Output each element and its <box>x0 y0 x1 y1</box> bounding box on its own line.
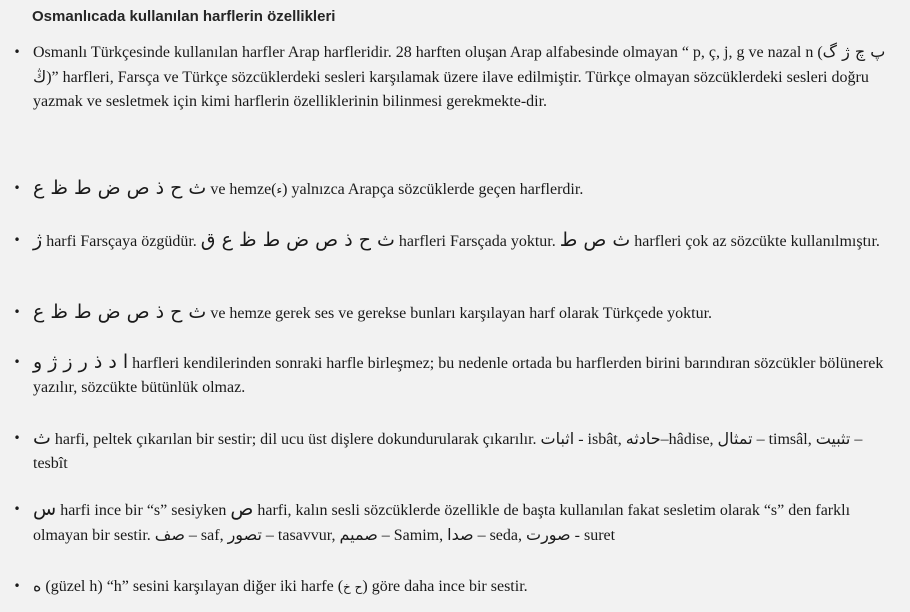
arabic-letters: ث ح ذ ص ض ط ظ ع <box>33 301 207 323</box>
bullet-marker: • <box>13 579 21 593</box>
bullet-text <box>33 426 888 476</box>
bullet-marker: • <box>13 431 21 445</box>
text-segment: ) yalnızca Arapça sözcüklerde geçen harflerdir. <box>282 181 584 198</box>
text-segment: –hâdise, <box>660 431 718 448</box>
text-segment: – Samim, <box>377 527 448 544</box>
bullet-text <box>33 497 888 548</box>
bullet-marker: • <box>13 181 21 195</box>
arabic-letters: ء <box>276 183 283 197</box>
bullet-item-2 <box>8 176 888 202</box>
arabic-word: صميم <box>339 525 378 544</box>
bullet-item-7 <box>8 497 888 548</box>
arabic-letters: س <box>33 498 57 520</box>
bullet-item-8 <box>8 574 888 599</box>
text-segment: harfi, kalın sesli sözcüklerde özellikle de başta kullanılan fakat sesletim olarak “s” den farklı olmayan bir sestir. <box>33 502 851 544</box>
arabic-letters: ث ح ذ ص ض ط ظ ع ق <box>200 229 395 251</box>
arabic-word: صورت <box>526 525 571 544</box>
text-segment: - suret <box>570 527 616 544</box>
bullet-text <box>33 350 888 400</box>
bullet-marker: • <box>13 233 21 247</box>
text-segment: - isbât, <box>574 431 626 448</box>
arabic-letters: ث ص ط <box>559 229 631 251</box>
arabic-letters: ه <box>33 576 42 595</box>
arabic-letters: ژ <box>33 229 43 251</box>
bullet-text <box>33 228 888 254</box>
text-segment: harfi ince bir “s” sesiyken <box>56 502 231 519</box>
arabic-letters: ث ح ذ ص ض ط ظ ع <box>33 177 207 199</box>
text-segment: – seda, <box>473 527 526 544</box>
arabic-word: تمثال <box>717 429 753 448</box>
bullet-item-4 <box>8 300 888 326</box>
bullet-item-5 <box>8 350 888 400</box>
bullet-text <box>33 574 888 599</box>
bullet-text <box>33 40 888 114</box>
bullet-item-1 <box>8 40 888 114</box>
bullet-item-3 <box>8 228 888 254</box>
arabic-word: صدا <box>447 525 474 544</box>
text-segment: – saf, <box>184 527 228 544</box>
text-segment: harfleri Farsçada yoktur. <box>394 233 560 250</box>
text-segment: ve hemze gerek ses ve gerekse bunları karşılayan harf olarak Türkçede yoktur. <box>206 305 713 322</box>
arabic-letters: پ چ ژ گ ڭ <box>33 42 886 86</box>
text-segment: (güzel h) “h” sesini karşılayan diğer iki harfe ( <box>41 578 344 595</box>
text-segment: harfi, peltek çıkarılan bir sestir; dil ucu üst dişlere dokundurularak çıkarılır. <box>50 431 541 448</box>
text-segment: )” harfleri, Farsça ve Türkçe sözcüklerdeki sesleri karşılamak üzere ilave edilmiştir. Türkçe olmayan sözcüklerdeki sesleri doğru yazmak ve sesletmek için kimi harflerin özelliklerinin bilinmesi gerekmekte-dir. <box>33 69 869 110</box>
arabic-word: حادثه <box>625 429 661 448</box>
bullet-marker: • <box>13 305 21 319</box>
text-segment: ve hemze( <box>206 181 277 198</box>
page-title: Osmanlıcada kullanılan harflerin özellikleri <box>32 8 336 25</box>
arabic-letters: ح خ <box>343 580 363 594</box>
bullet-text <box>33 176 888 202</box>
text-segment: harfleri çok az sözcükte kullanılmıştır. <box>630 233 880 250</box>
arabic-word: تثبيت <box>815 429 851 448</box>
text-segment: ) göre daha ince bir sestir. <box>362 578 528 595</box>
text-segment: harfi Farsçaya özgüdür. <box>42 233 201 250</box>
text-segment: Osmanlı Türkçesinde kullanılan harfler Arap harfleridir. 28 harften oluşan Arap alfabesinde olmayan “ p, ç, j, g ve nazal n ( <box>33 44 823 61</box>
bullet-marker: • <box>13 502 21 516</box>
bullet-text <box>33 300 888 326</box>
arabic-word: تصور <box>227 525 262 544</box>
text-segment: – timsâl, <box>752 431 816 448</box>
arabic-word: صف <box>154 525 185 544</box>
arabic-letters: ص <box>230 498 254 520</box>
arabic-word: اثبات <box>540 429 575 448</box>
text-segment: – tasavvur, <box>261 527 340 544</box>
text-segment: – tesbît <box>33 431 863 472</box>
text-segment: harfleri kendilerinden sonraki harfle birleşmez; bu nedenle ortada bu harflerden birini barındıran sözcükler bölünerek yazılır, sözcükte bütünlük olmaz. <box>33 355 884 396</box>
arabic-letters: ث <box>33 427 51 449</box>
bullet-marker: • <box>13 355 21 369</box>
arabic-letters: ا د ذ ر ز ژ و <box>33 351 129 373</box>
bullet-item-6 <box>8 426 888 476</box>
bullet-marker: • <box>13 45 21 59</box>
